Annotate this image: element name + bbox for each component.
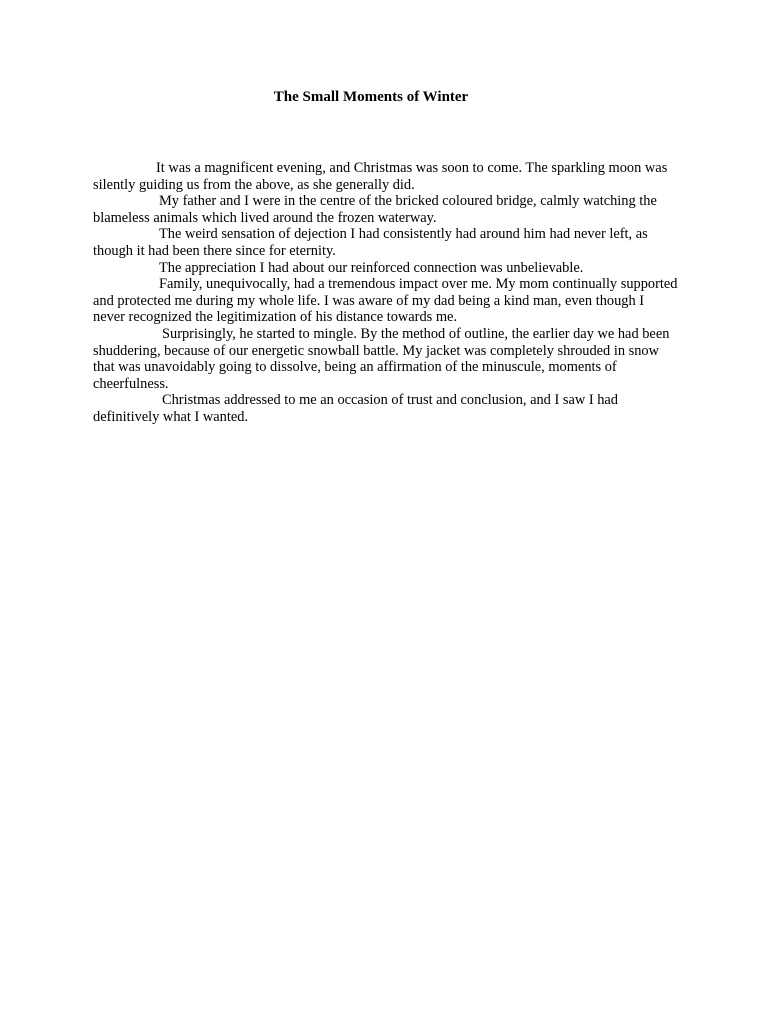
paragraph [93,276,678,326]
paragraph-text: Christmas addressed to me an occasion of trust and conclusion, and I saw I had definitively what I wanted. [93,392,618,425]
paragraph-text: It was a magnificent evening, and Christmas was soon to come. The sparkling moon was silently guiding us from the above, as she generally did. [93,160,668,193]
paragraph-text: Family, unequivocally, had a tremendous impact over me. My mom continually supported and protected me during my whole life. I was aware of my dad being a kind man, even though I never recognized the legitimization of his distance towards me. [93,276,678,326]
document-body [93,160,678,426]
paragraph [93,226,678,259]
paragraph-text: The weird sensation of dejection I had consistently had around him had never left, as though it had been there since for eternity. [93,226,648,259]
paragraph [93,260,678,277]
paragraph-text: The appreciation I had about our reinforced connection was unbelievable. [159,259,584,276]
paragraph-text: My father and I were in the centre of the bricked coloured bridge, calmly watching the blameless animals which lived around the frozen waterway. [93,193,657,226]
paragraph [93,160,678,193]
paragraph-text: Surprisingly, he started to mingle. By the method of outline, the earlier day we had been shuddering, because of our energetic snowball battle. My jacket was completely shrouded in snow that was unavoidably going to dissolve, being an affirmation of the minuscule, moments of cheerfulness. [93,325,670,392]
document-title: The Small Moments of Winter [273,89,469,105]
paragraph [93,326,678,392]
paragraph [93,193,678,226]
paragraph [93,392,678,425]
